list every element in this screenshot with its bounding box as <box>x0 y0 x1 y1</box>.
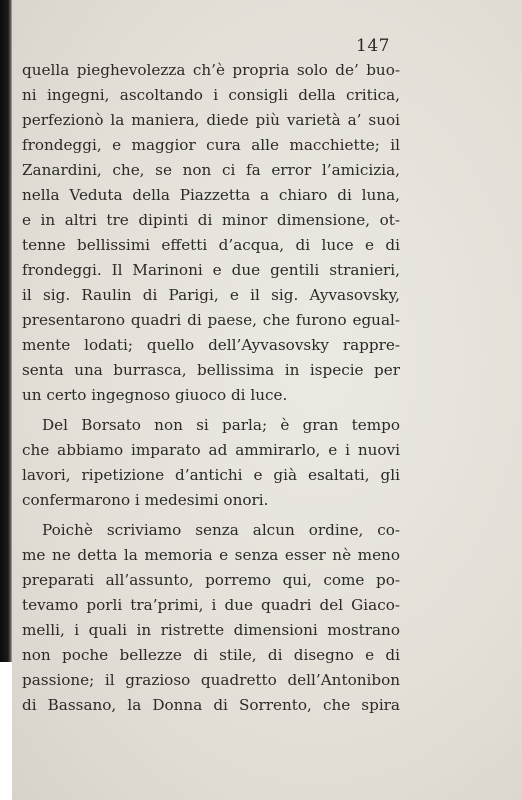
text-line: lavori, ripetizione d’antichi e già esaltati, gli <box>22 466 400 484</box>
text-line: mente lodati; quello dell’Ayvasovsky rappre- <box>22 336 400 354</box>
text-line: e in altri tre dipinti di minor dimensione, ot- <box>22 211 400 229</box>
text-line: Poichè scriviamo senza alcun ordine, co- <box>42 521 400 539</box>
text-line: nella Veduta della Piazzetta a chiaro di luna, <box>22 186 400 204</box>
text-line: presentarono quadri di paese, che furono egual- <box>22 311 400 329</box>
text-line: di Bassano, la Donna di Sorrento, che spira <box>22 696 400 714</box>
text-line: il sig. Raulin di Parigi, e il sig. Ayvasovsky, <box>22 286 400 304</box>
text-line: Del Borsato non si parla; è gran tempo <box>42 416 400 434</box>
text-line: passione; il grazioso quadretto dell’Antonibon <box>22 671 400 689</box>
page-number: 147 <box>356 36 390 56</box>
text-line: non poche bellezze di stile, di disegno e di <box>22 646 400 664</box>
text-line: senta una burrasca, bellissima in ispecie per <box>22 361 400 379</box>
text-line: un certo ingegnoso giuoco di luce. <box>22 386 288 404</box>
scan-margin <box>0 662 12 800</box>
page-body-text <box>22 58 400 718</box>
text-line: tevamo porli tra’primi, i due quadri del Giaco- <box>22 596 400 614</box>
binding-shadow <box>0 0 12 662</box>
text-line: che abbiamo imparato ad ammirarlo, e i nuovi <box>22 441 400 459</box>
text-line: tenne bellissimi effetti d’acqua, di luce e di <box>22 236 400 254</box>
book-page <box>12 0 522 800</box>
text-line: ni ingegni, ascoltando i consigli della critica, <box>22 86 400 104</box>
text-line: Zanardini, che, se non ci fa error l’amicizia, <box>22 161 400 179</box>
text-line: confermarono i medesimi onori. <box>22 491 269 509</box>
text-line: frondeggi. Il Marinoni e due gentili stranieri, <box>22 261 400 279</box>
text-line: frondeggi, e maggior cura alle macchiette; il <box>22 136 400 154</box>
text-line: quella pieghevolezza ch’è propria solo de’ buo- <box>22 61 400 79</box>
text-line: melli, i quali in ristrette dimensioni mostrano <box>22 621 400 639</box>
text-line: preparati all’assunto, porremo qui, come po- <box>22 571 400 589</box>
text-line: perfezionò la maniera, diede più varietà a’ suoi <box>22 111 400 129</box>
text-line: me ne detta la memoria e senza esser nè meno <box>22 546 400 564</box>
